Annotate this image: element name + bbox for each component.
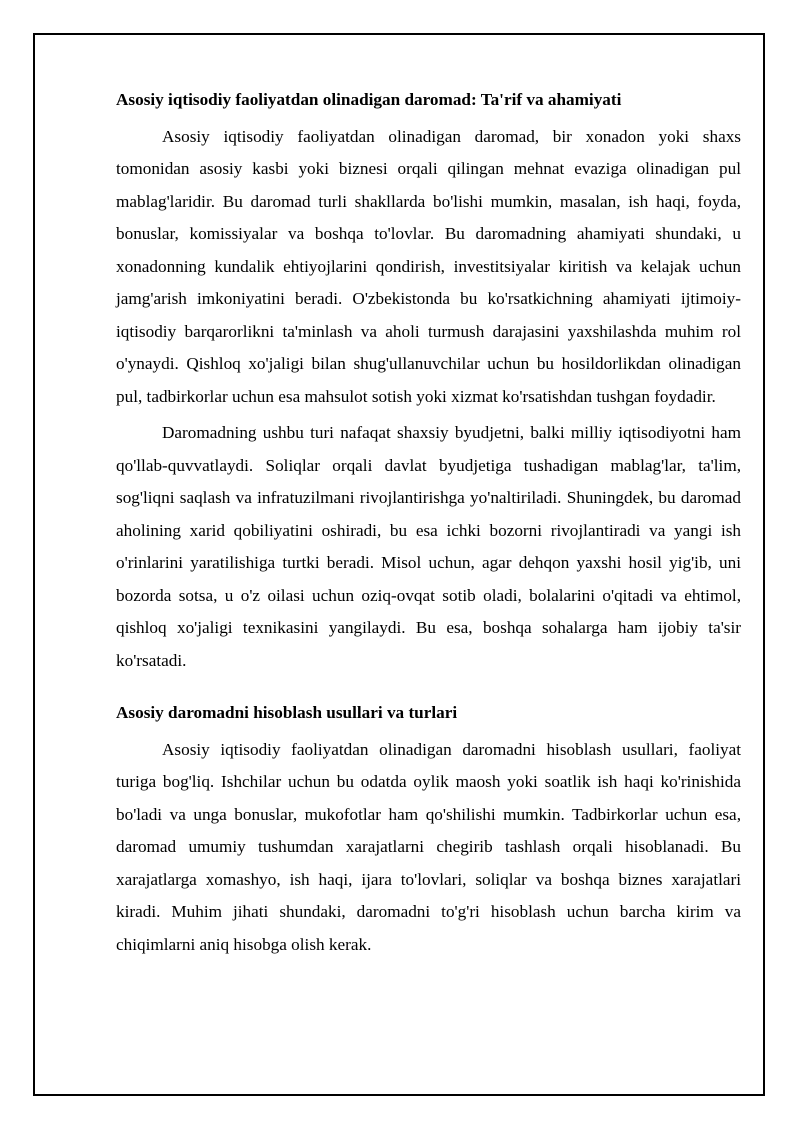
- section-heading-calculation: Asosiy daromadni hisoblash usullari va turlari: [116, 703, 458, 722]
- paragraph-calculation-methods: Asosiy iqtisodiy faoliyatdan olinadigan daromadni hisoblash usullari, faoliyat turiga bog'liq. Ishchilar uchun bu odatda oylik maosh yoki soatlik ish haqi ko'rinishida bo'ladi va unga bonuslar, mukofotlar ham qo'shilishi mumkin. Tadbirkorlar uchun esa, daromad umumiy tushumdan xarajatlarni chegirib tashlash orqali hisoblanadi. Bu xarajatlarga xomashyo, ish haqi, ijara to'lovlari, soliqlar va boshqa biznes xarajatlari kiradi. Muhim jihati shundaki, daromadni to'g'ri hisoblash uchun barcha kirim va chiqimlarni aniq hisobga olish kerak.: [116, 739, 741, 954]
- paragraph-definition: Asosiy iqtisodiy faoliyatdan olinadigan daromad, bir xonadon yoki shaxs tomonidan asosiy kasbi yoki biznesi orqali qilingan mehnat evaziga olinadigan pul mablag'laridir. Bu daromad turli shakllarda bo'lishi mumkin, masalan, ish haqi, foyda, bonuslar, komissiyalar va boshqa to'lovlar. Bu daromadning ahamiyati shundaki, u xonadonning kundalik ehtiyojlarini qondirish, investitsiyalar kiritish va kelajak uchun jamg'arish imkoniyatini beradi. O'zbekistonda bu ko'rsatkichning ahamiyati ijtimoiy-iqtisodiy barqarorlikni ta'minlash va aholi turmush darajasini yaxshilashda muhim rol o'ynaydi. Qishloq xo'jaligi bilan shug'ullanuvchilar uchun bu hosildorlikdan olinadigan pul, tadbirkorlar uchun esa mahsulot sotish yoki xizmat ko'rsatishdan tushgan foydadir.: [116, 126, 741, 406]
- document-body: [116, 84, 741, 961]
- section-heading-definition: Asosiy iqtisodiy faoliyatdan olinadigan daromad: Ta'rif va ahamiyati: [116, 90, 622, 109]
- paragraph-economic-role: Daromadning ushbu turi nafaqat shaxsiy byudjetni, balki milliy iqtisodiyotni ham qo'llab-quvvatlaydi. Soliqlar orqali davlat byudjetiga tushadigan mablag'lar, ta'lim, sog'liqni saqlash va infratuzilmani rivojlantirishga yo'naltiriladi. Shuningdek, bu daromad aholining xarid qobiliyatini oshiradi, bu esa ichki bozorni rivojlantiradi va yangi ish o'rinlarini yaratilishiga turtki beradi. Misol uchun, agar dehqon yaxshi hosil yig'ib, uni bozorda sotsa, u o'z oilasi uchun oziq-ovqat sotib oladi, bolalarini o'qitadi va ehtimol, qishloq xo'jaligi texnikasini yangilaydi. Bu esa, boshqa sohalarga ham ijobiy ta'sir ko'rsatadi.: [116, 423, 741, 670]
